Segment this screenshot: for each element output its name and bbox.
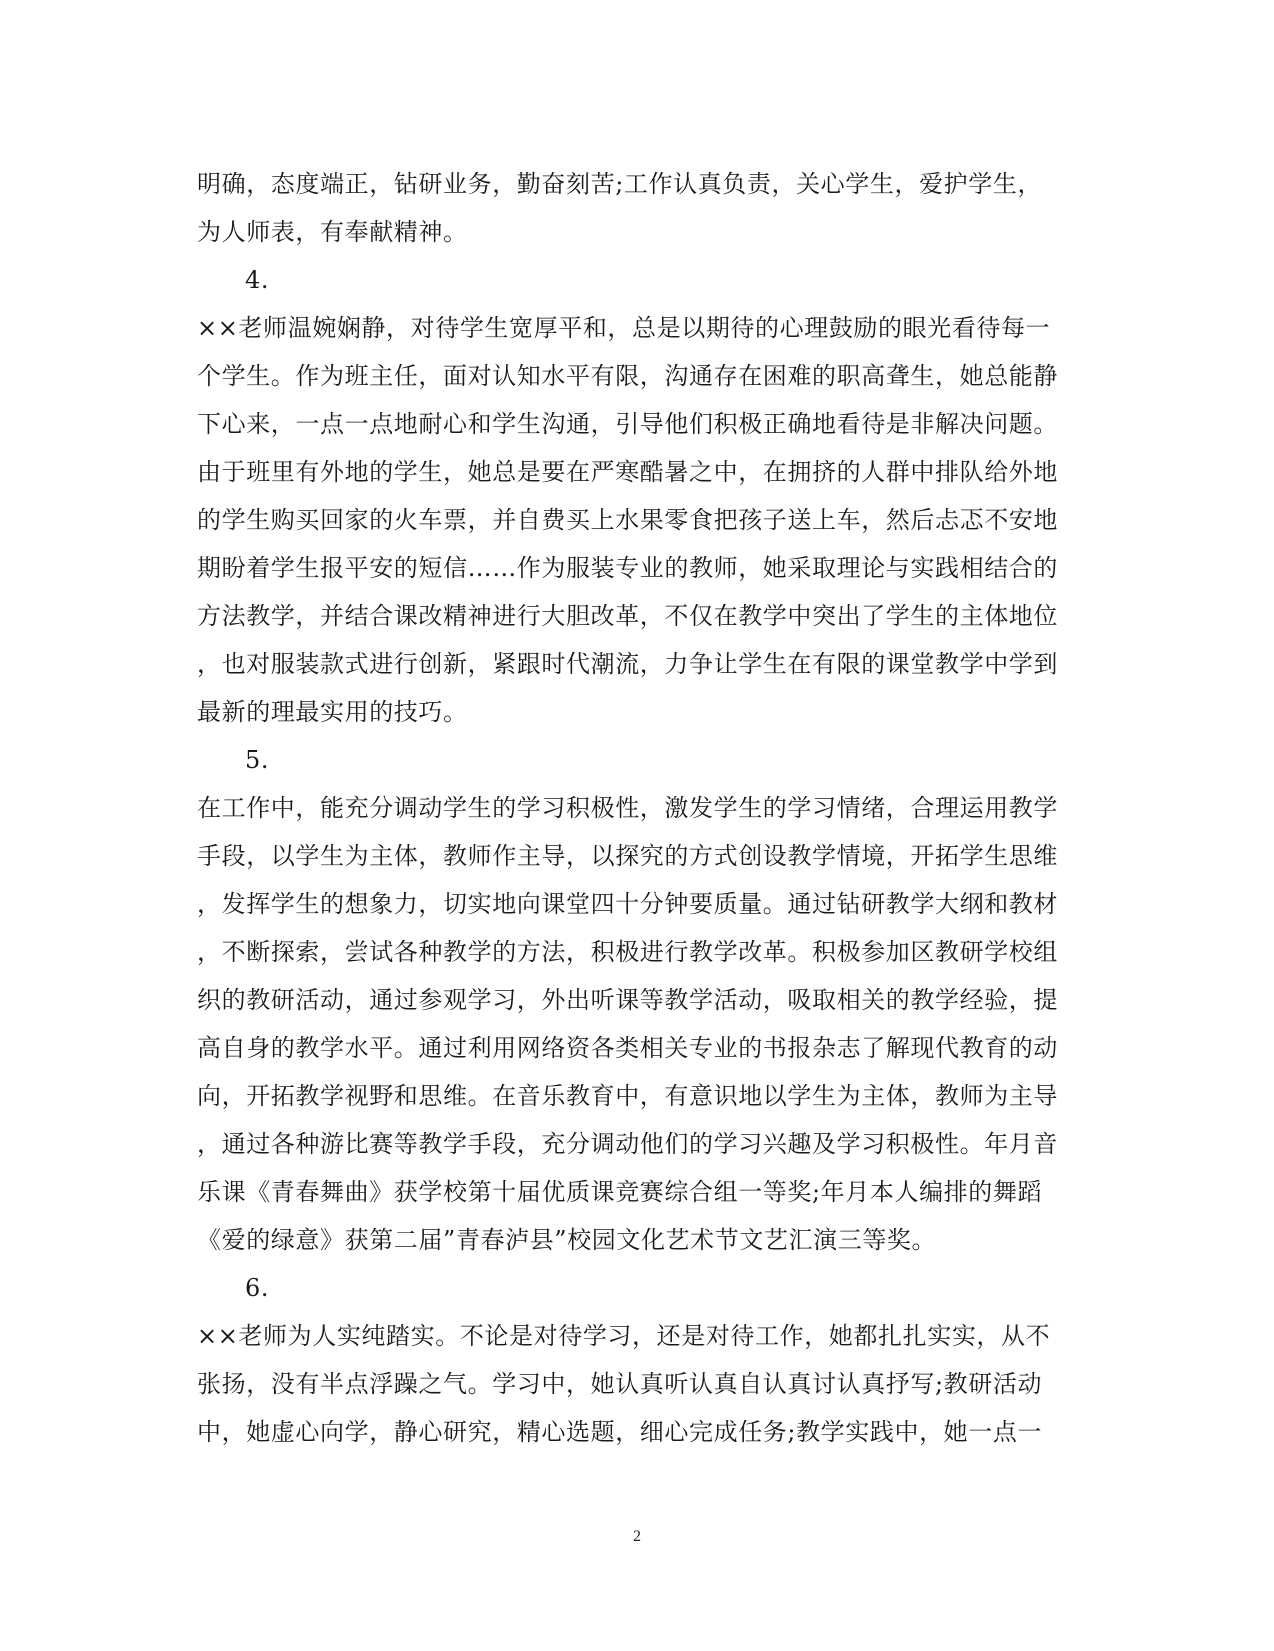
- text-line: 由于班里有外地的学生，她总是要在严寒酷暑之中，在拥挤的人群中排队给外地: [197, 458, 1058, 486]
- text-line: 为人师表，有奉献精神。: [197, 218, 468, 246]
- text-line: ××老师温婉娴静，对待学生宽厚平和，总是以期待的心理鼓励的眼光看待每一: [197, 314, 1051, 342]
- text-line: 手段，以学生为主体，教师作主导，以探究的方式创设教学情境，开拓学生思维: [197, 842, 1058, 870]
- document-body: [197, 160, 1077, 1456]
- text-line: 明确，态度端正，钻研业务，勤奋刻苦;工作认真负责，关心学生，爱护学生，: [197, 170, 1043, 198]
- text-line: 《爱的绿意》获第二届”青春泸县”校园文化艺术节文艺汇演三等奖。: [197, 1226, 937, 1254]
- page-number: 2: [633, 1528, 641, 1545]
- text-line: 期盼着学生报平安的短信……作为服装专业的教师，她采取理论与实践相结合的: [197, 554, 1058, 582]
- text-line: 下心来，一点一点地耐心和学生沟通，引导他们积极正确地看待是非解决问题。: [197, 410, 1058, 438]
- text-line: ，通过各种游比赛等教学手段，充分调动他们的学习兴趣及学习积极性。年月音: [197, 1130, 1058, 1158]
- text-line: ，也对服装款式进行创新，紧跟时代潮流，力争让学生在有限的课堂教学中学到: [197, 650, 1058, 678]
- text-line: 的学生购买回家的火车票，并自费买上水果零食把孩子送上车，然后忐忑不安地: [197, 506, 1058, 534]
- text-line: 方法教学，并结合课改精神进行大胆改革，不仅在教学中突出了学生的主体地位: [197, 602, 1058, 630]
- text-line: 高自身的教学水平。通过利用网络资各类相关专业的书报杂志了解现代教育的动: [197, 1034, 1058, 1062]
- section-number: 5.: [245, 746, 270, 774]
- text-line: 张扬，没有半点浮躁之气。学习中，她认真听认真自认真讨认真抒写;教研活动: [197, 1370, 1043, 1398]
- text-line: 在工作中，能充分调动学生的学习积极性，激发学生的学习情绪，合理运用教学: [197, 794, 1058, 822]
- text-line: 中，她虚心向学，静心研究，精心选题，细心完成任务;教学实践中，她一点一: [197, 1418, 1043, 1446]
- text-line: ，发挥学生的想象力，切实地向课堂四十分钟要质量。通过钻研教学大纲和教材: [197, 890, 1058, 918]
- text-line: 乐课《青春舞曲》获学校第十届优质课竞赛综合组一等奖;年月本人编排的舞蹈: [197, 1178, 1043, 1206]
- text-line: 最新的理最实用的技巧。: [197, 698, 468, 726]
- section-number: 6.: [245, 1274, 270, 1302]
- text-line: 向，开拓教学视野和思维。在音乐教育中，有意识地以学生为主体，教师为主导: [197, 1082, 1058, 1110]
- section-number: 4.: [245, 266, 270, 294]
- text-line: ××老师为人实纯踏实。不论是对待学习，还是对待工作，她都扎扎实实，从不: [197, 1322, 1051, 1350]
- text-line: 织的教研活动，通过参观学习，外出听课等教学活动，吸取相关的教学经验，提: [197, 986, 1058, 1014]
- text-line: 个学生。作为班主任，面对认知水平有限，沟通存在困难的职高聋生，她总能静: [197, 362, 1058, 390]
- text-line: ，不断探索，尝试各种教学的方法，积极进行教学改革。积极参加区教研学校组: [197, 938, 1058, 966]
